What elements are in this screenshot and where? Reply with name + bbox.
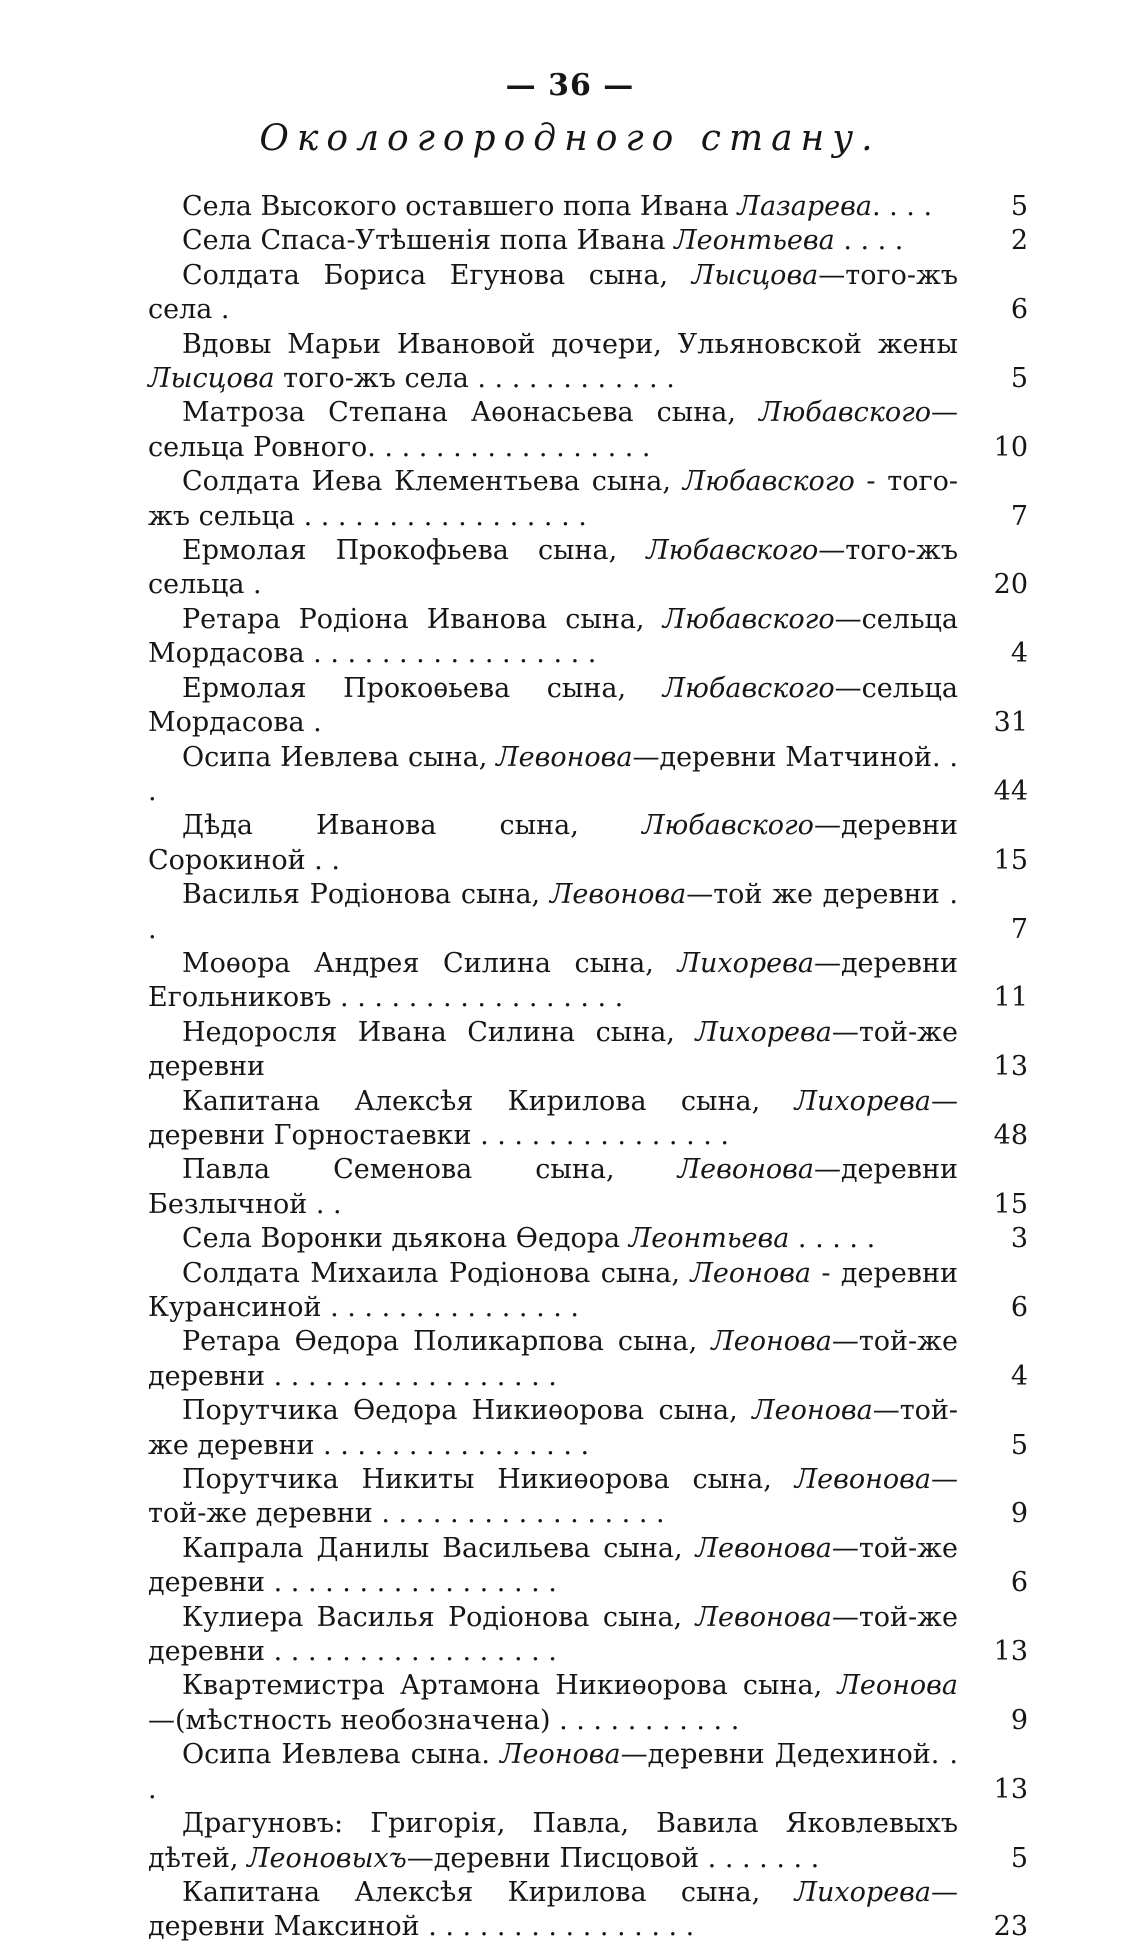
entry-location: —той-же деревни [148, 1016, 958, 1083]
entry-list [148, 190, 1028, 1945]
entry-location: . . . . [871, 191, 933, 222]
entry-count: 6 [1010, 1567, 1028, 1599]
entry-count: 44 [993, 775, 1028, 807]
entry-location: —(мѣстность необозначена) . . . . . . . . . . . [148, 1704, 740, 1736]
entry-location: —сельца Мордасова . . . . . . . . . . . . . . . . . [148, 603, 958, 670]
entry-surname: Любавского [682, 466, 855, 498]
entry-surname: Левонова [496, 741, 633, 773]
entry-count: 13 [993, 1636, 1028, 1668]
entry-location: —той-же деревни . . . . . . . . . . . . . . . . . [148, 1532, 958, 1599]
entry-count: 23 [993, 1911, 1028, 1943]
entry-text: Солдата Бориса Егунова сына, [182, 259, 692, 291]
entry-count: 4 [1010, 1360, 1028, 1392]
list-item [148, 809, 1028, 878]
entry-location: . . . . . [789, 1223, 876, 1255]
list-item [148, 1153, 1028, 1222]
entry-count: 48 [993, 1119, 1028, 1151]
entry-location: —той-же деревни . . . . . . . . . . . . . . . . . [148, 1464, 958, 1530]
entry-location: —деревни Сорокиной . . [148, 810, 958, 876]
entry-count: 5 [1010, 191, 1028, 222]
entry-count: 5 [1010, 1429, 1028, 1461]
entry-surname: Левонова [549, 879, 687, 911]
entry-location: —той-же деревни . . . . . . . . . . . . . . . . [148, 1395, 958, 1461]
entry-text: Солдата Михаила Родіонова сына, [182, 1257, 691, 1289]
entry-count: 31 [993, 707, 1028, 739]
list-item [148, 1016, 1028, 1085]
entry-count: 3 [1010, 1223, 1028, 1255]
list-item [148, 328, 1028, 397]
entry-location: —деревни Матчиной. . . [148, 741, 958, 807]
entry-surname: Любавского [662, 672, 835, 704]
entry-surname: Лихорева [695, 1016, 832, 1048]
entry-count: 5 [1010, 1842, 1028, 1874]
entry-surname: Леонова [690, 1257, 812, 1289]
entry-surname: Левонова [677, 1154, 814, 1186]
list-item [148, 224, 1028, 258]
entry-text: Ермолая Прокофьева сына, [182, 535, 647, 567]
entry-count: 10 [993, 431, 1028, 463]
entry-location: —деревни Писцовой . . . . . . . [406, 1842, 820, 1874]
entry-surname: Леоновыхъ [246, 1842, 407, 1874]
entry-text: Солдата Иева Клементьева сына, [182, 466, 683, 498]
entry-count: 7 [1010, 913, 1028, 945]
entry-count: 15 [993, 1188, 1028, 1220]
entry-location: . . . . [834, 225, 904, 257]
entry-text: Вдовы Марьи Ивановой дочери, Ульяновской жены [182, 328, 958, 360]
entry-surname: Лысцова [148, 363, 275, 395]
entry-location: —деревни Безлычной . . [148, 1154, 958, 1220]
entry-location: —деревни Горностаевки . . . . . . . . . . . . . . . [148, 1085, 958, 1151]
entry-location: —той же деревни . . [148, 879, 958, 945]
entry-location: того-жъ села . . . . . . . . . . . . [274, 363, 675, 395]
entry-surname: Любавского [662, 603, 835, 635]
entry-location: —сельца Мордасова . [148, 672, 958, 739]
entry-text: Квартемистра Артамона Никиѳорова сына, [182, 1670, 838, 1702]
entry-text: Капрала Данилы Васильева сына, [182, 1532, 696, 1564]
entry-text: Осипа Иевлева сына, [182, 741, 497, 773]
entry-surname: Левонова [794, 1464, 931, 1496]
entry-count: 13 [993, 1773, 1028, 1805]
entry-surname: Лихорева [794, 1876, 931, 1908]
entry-count: 15 [993, 844, 1028, 876]
entry-location: —деревни Егольниковъ . . . . . . . . . . . . . . . . . [148, 947, 958, 1014]
entry-surname: Леонова [500, 1739, 621, 1771]
entry-count: 7 [1010, 500, 1028, 532]
entry-count: 13 [993, 1051, 1028, 1083]
list-item [148, 1532, 1028, 1601]
entry-text: Павла Семенова сына, [182, 1154, 678, 1186]
entry-location: —того-жъ села . [148, 259, 958, 326]
entry-text: Ретара Родіона Иванова сына, [182, 603, 663, 635]
list-item [148, 1876, 1028, 1945]
entry-surname: Лазарева [737, 191, 872, 222]
entry-surname: Любавского [759, 397, 931, 429]
entry-location: —той-же деревни . . . . . . . . . . . . . . . . . [148, 1601, 958, 1668]
list-item [148, 603, 1028, 672]
entry-count: 6 [1010, 294, 1028, 326]
entry-surname: Лихорева [677, 947, 814, 979]
page-number: — 36 — [505, 68, 635, 103]
entry-surname: Леонова [711, 1326, 832, 1358]
entry-surname: Любавского [646, 535, 819, 567]
entry-surname: Леонтьева [628, 1223, 790, 1255]
list-item [148, 878, 1028, 947]
list-item [148, 1463, 1028, 1532]
entry-surname: Лихорева [794, 1085, 931, 1117]
entry-text: Капитана Алексѣя Кирилова сына, [182, 1876, 795, 1908]
entry-location: —сельца Ровного. . . . . . . . . . . . . . . . . [148, 397, 958, 463]
entry-text: Матроза Степана Аѳонасьева сына, [182, 397, 759, 429]
list-item [148, 534, 1028, 603]
entry-location: —деревни Максиной . . . . . . . . . . . . . . . . [148, 1876, 958, 1943]
entry-count: 9 [1010, 1704, 1028, 1736]
entry-text: Осипа Иевлева сына. [182, 1739, 500, 1771]
entry-surname: Леонова [752, 1395, 873, 1427]
list-item [148, 1325, 1028, 1394]
entry-surname: Левонова [695, 1532, 832, 1564]
list-item [148, 190, 1028, 224]
entry-surname: Леонтьева [674, 225, 835, 257]
entry-count: 9 [1010, 1498, 1028, 1530]
entry-text: Василья Родіонова сына, [182, 879, 550, 911]
entry-count: 2 [1010, 225, 1028, 257]
entry-text: Порутчика Ѳедора Никиѳорова сына, [182, 1395, 753, 1427]
entry-text: Недоросля Ивана Силина сына, [182, 1016, 696, 1048]
entry-text: Села Спаса-Утѣшенія попа Ивана [182, 225, 675, 257]
entry-location: —деревни Дедехиной. . . [148, 1739, 958, 1805]
entry-text: Кулиера Василья Родіонова сына, [182, 1601, 696, 1633]
list-item [148, 741, 1028, 810]
list-item [148, 1807, 1028, 1876]
entry-text: Моѳора Андрея Силина сына, [182, 947, 678, 979]
entry-text: Порутчика Никиты Никиѳорова сына, [182, 1464, 795, 1496]
entry-surname: Левонова [695, 1601, 832, 1633]
entry-text: Ретара Ѳедора Поликарпова сына, [182, 1326, 712, 1358]
entry-count: 20 [993, 569, 1028, 601]
list-item [148, 1394, 1028, 1463]
entry-count: 4 [1010, 638, 1028, 670]
entry-text: Села Высокого оставшего попа Ивана [182, 191, 738, 222]
entry-surname: Любавского [641, 810, 814, 842]
list-item [148, 1669, 1028, 1738]
list-item [148, 672, 1028, 741]
list-item [148, 259, 1028, 328]
entry-surname: Лысцова [691, 259, 819, 291]
entry-location: - деревни Курансиной . . . . . . . . . . . . . . . [148, 1257, 958, 1323]
list-item [148, 1601, 1028, 1670]
list-item [148, 1085, 1028, 1154]
list-item [148, 1738, 1028, 1807]
list-item [148, 396, 1028, 465]
list-item [148, 465, 1028, 534]
entry-surname: Леонова [837, 1670, 958, 1702]
entry-location: —того-жъ сельца . [148, 535, 958, 601]
entry-text: Дѣда Иванова сына, [182, 810, 642, 842]
entry-text: Села Воронки дьякона Ѳедора [182, 1223, 629, 1255]
entry-location: —той-же деревни . . . . . . . . . . . . . . . . . [148, 1326, 958, 1392]
list-item [148, 1222, 1028, 1256]
list-item [148, 1257, 1028, 1326]
list-item [148, 947, 1028, 1016]
entry-text: Ермолая Прокоѳьева сына, [182, 672, 663, 704]
entry-count: 11 [993, 982, 1028, 1014]
section-title: Окологородного стану. [259, 118, 881, 159]
entry-text: Драгуновъ: Григорія, Павла, Вавила Яковлевыхъ дѣтей, [148, 1808, 958, 1874]
entry-count: 5 [1010, 363, 1028, 395]
entry-text: Капитана Алексѣя Кирилова сына, [182, 1085, 795, 1117]
entry-location: - того-жъ сельца . . . . . . . . . . . . . . . . . [148, 466, 958, 532]
entry-count: 6 [1010, 1292, 1028, 1323]
